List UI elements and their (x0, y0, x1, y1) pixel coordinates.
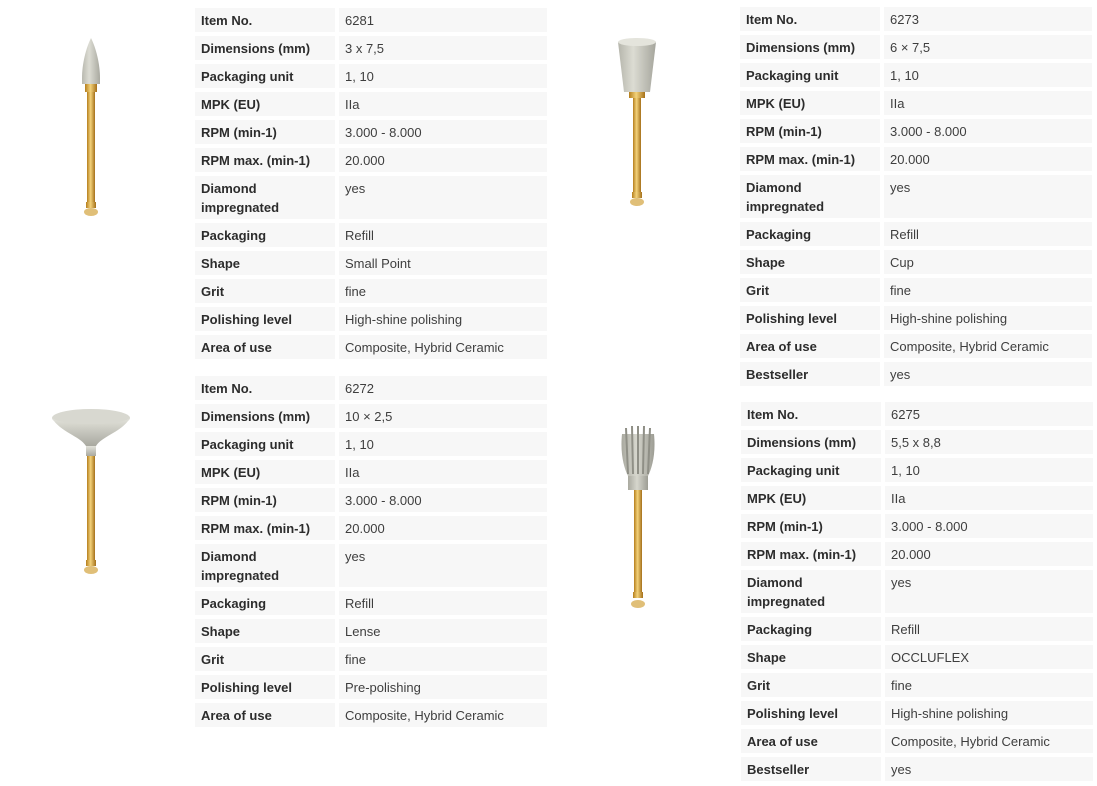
spec-value: IIa (885, 486, 1093, 510)
spec-value: Lense (339, 619, 547, 643)
spec-value: yes (884, 175, 1092, 218)
spec-row-area-of-use (195, 703, 547, 727)
spec-value: Pre-polishing (339, 675, 547, 699)
spec-label: Packaging (740, 222, 884, 246)
spec-value: yes (885, 757, 1093, 781)
spec-value: 3.000 - 8.000 (339, 488, 547, 512)
spec-value: 6273 (884, 7, 1092, 31)
spec-value: 3 x 7,5 (339, 36, 547, 60)
spec-row-polishing-level (195, 307, 547, 331)
spec-row-diamond (741, 570, 1093, 613)
spec-label: Packaging unit (195, 432, 339, 456)
spec-label: Shape (195, 619, 339, 643)
spec-value: Composite, Hybrid Ceramic (885, 729, 1093, 753)
spec-value: 6275 (885, 402, 1093, 426)
spec-row-packaging-unit (741, 458, 1093, 482)
spec-label: RPM (min-1) (741, 514, 885, 538)
spec-row-mpk (195, 92, 547, 116)
spec-label: RPM max. (min-1) (195, 516, 339, 540)
spec-label: RPM max. (min-1) (740, 147, 884, 171)
spec-value: 20.000 (339, 516, 547, 540)
spec-row-area-of-use (741, 729, 1093, 753)
spec-value: High-shine polishing (339, 307, 547, 331)
spec-label: Shape (195, 251, 339, 275)
spec-value: 1, 10 (884, 63, 1092, 87)
spec-label: RPM (min-1) (195, 120, 339, 144)
spec-label: Bestseller (740, 362, 884, 386)
spec-value: Cup (884, 250, 1092, 274)
spec-label: Polishing level (741, 701, 885, 725)
spec-row-dimensions (740, 35, 1092, 59)
spec-value: IIa (884, 91, 1092, 115)
spec-label: Item No. (741, 402, 885, 426)
cup-polisher-icon (614, 36, 660, 214)
spec-row-item-no (741, 402, 1093, 426)
spec-table-6272 (195, 372, 547, 731)
spec-row-shape (740, 250, 1092, 274)
spec-row-rpm (741, 514, 1093, 538)
spec-value: yes (885, 570, 1093, 613)
spec-value: IIa (339, 460, 547, 484)
occluflex-polisher-image (616, 424, 660, 616)
spec-label: Packaging unit (741, 458, 885, 482)
spec-row-dimensions (195, 404, 547, 428)
small-point-polisher-icon (72, 36, 110, 222)
spec-row-item-no (740, 7, 1092, 31)
spec-row-dimensions (741, 430, 1093, 454)
spec-table-6273 (740, 3, 1092, 390)
spec-label: Item No. (740, 7, 884, 31)
spec-row-packaging-unit (195, 64, 547, 88)
spec-value: yes (884, 362, 1092, 386)
spec-row-packaging-unit (740, 63, 1092, 87)
spec-label: Packaging (195, 591, 339, 615)
spec-value: 3.000 - 8.000 (339, 120, 547, 144)
spec-value: 1, 10 (339, 64, 547, 88)
spec-row-shape (195, 251, 547, 275)
spec-row-polishing-level (740, 306, 1092, 330)
spec-row-rpm (195, 488, 547, 512)
spec-row-packaging (741, 617, 1093, 641)
spec-label: RPM (min-1) (195, 488, 339, 512)
spec-value: Small Point (339, 251, 547, 275)
spec-row-grit (740, 278, 1092, 302)
spec-table-6281 (195, 4, 547, 363)
spec-row-diamond (740, 175, 1092, 218)
small-point-polisher-image (72, 36, 110, 222)
spec-label: Grit (195, 279, 339, 303)
spec-value: Refill (339, 223, 547, 247)
spec-value: fine (339, 647, 547, 671)
spec-label: RPM max. (min-1) (195, 148, 339, 172)
spec-label: Area of use (740, 334, 884, 358)
spec-row-diamond (195, 176, 547, 219)
spec-row-item-no (195, 376, 547, 400)
spec-label: Packaging (741, 617, 885, 641)
spec-value: fine (885, 673, 1093, 697)
spec-row-packaging-unit (195, 432, 547, 456)
spec-row-shape (195, 619, 547, 643)
occluflex-polisher-icon (616, 424, 660, 616)
spec-value: yes (339, 544, 547, 587)
spec-label: RPM max. (min-1) (741, 542, 885, 566)
spec-row-rpm (740, 119, 1092, 143)
spec-label: Diamond impregnated (195, 544, 339, 587)
spec-label: Polishing level (740, 306, 884, 330)
spec-row-item-no (195, 8, 547, 32)
spec-value: 10 × 2,5 (339, 404, 547, 428)
spec-label: Diamond impregnated (740, 175, 884, 218)
spec-value: 1, 10 (885, 458, 1093, 482)
spec-label: Dimensions (mm) (740, 35, 884, 59)
spec-row-bestseller (741, 757, 1093, 781)
spec-label: Polishing level (195, 307, 339, 331)
spec-value: Composite, Hybrid Ceramic (884, 334, 1092, 358)
spec-label: Grit (741, 673, 885, 697)
spec-value: 3.000 - 8.000 (885, 514, 1093, 538)
spec-row-rpm-max (195, 148, 547, 172)
spec-table-6275 (741, 398, 1093, 785)
cup-polisher-image (614, 36, 660, 214)
spec-value: OCCLUFLEX (885, 645, 1093, 669)
spec-value: High-shine polishing (885, 701, 1093, 725)
spec-row-rpm-max (741, 542, 1093, 566)
lens-polisher-image (50, 406, 132, 582)
spec-label: Grit (740, 278, 884, 302)
spec-value: Refill (339, 591, 547, 615)
spec-value: High-shine polishing (884, 306, 1092, 330)
spec-row-packaging (740, 222, 1092, 246)
spec-value: 6272 (339, 376, 547, 400)
spec-row-bestseller (740, 362, 1092, 386)
spec-value: 3.000 - 8.000 (884, 119, 1092, 143)
spec-value: 20.000 (884, 147, 1092, 171)
spec-value: 5,5 x 8,8 (885, 430, 1093, 454)
spec-label: MPK (EU) (195, 460, 339, 484)
spec-row-diamond (195, 544, 547, 587)
spec-label: Shape (741, 645, 885, 669)
spec-value: Composite, Hybrid Ceramic (339, 335, 547, 359)
spec-value: Refill (884, 222, 1092, 246)
spec-value: fine (339, 279, 547, 303)
spec-row-mpk (741, 486, 1093, 510)
spec-label: Dimensions (mm) (741, 430, 885, 454)
spec-row-polishing-level (741, 701, 1093, 725)
spec-row-rpm-max (195, 516, 547, 540)
spec-label: Area of use (195, 703, 339, 727)
spec-row-area-of-use (195, 335, 547, 359)
spec-row-dimensions (195, 36, 547, 60)
spec-label: Polishing level (195, 675, 339, 699)
spec-label: Item No. (195, 8, 339, 32)
spec-label: Packaging unit (740, 63, 884, 87)
spec-row-grit (741, 673, 1093, 697)
spec-row-packaging (195, 591, 547, 615)
spec-value: fine (884, 278, 1092, 302)
spec-row-grit (195, 279, 547, 303)
spec-row-rpm-max (740, 147, 1092, 171)
spec-row-mpk (195, 460, 547, 484)
spec-label: Area of use (741, 729, 885, 753)
spec-value: yes (339, 176, 547, 219)
spec-label: Dimensions (mm) (195, 36, 339, 60)
spec-value: 1, 10 (339, 432, 547, 456)
spec-value: Composite, Hybrid Ceramic (339, 703, 547, 727)
spec-row-packaging (195, 223, 547, 247)
spec-label: Grit (195, 647, 339, 671)
spec-value: 6281 (339, 8, 547, 32)
spec-label: Dimensions (mm) (195, 404, 339, 428)
spec-label: Shape (740, 250, 884, 274)
lens-polisher-icon (50, 406, 132, 582)
spec-value: Refill (885, 617, 1093, 641)
spec-label: Item No. (195, 376, 339, 400)
spec-row-mpk (740, 91, 1092, 115)
spec-value: 20.000 (885, 542, 1093, 566)
spec-label: Diamond impregnated (195, 176, 339, 219)
spec-row-shape (741, 645, 1093, 669)
spec-label: MPK (EU) (195, 92, 339, 116)
spec-label: MPK (EU) (740, 91, 884, 115)
spec-value: IIa (339, 92, 547, 116)
spec-label: Packaging unit (195, 64, 339, 88)
spec-label: MPK (EU) (741, 486, 885, 510)
spec-label: Bestseller (741, 757, 885, 781)
spec-label: RPM (min-1) (740, 119, 884, 143)
spec-row-area-of-use (740, 334, 1092, 358)
spec-label: Area of use (195, 335, 339, 359)
spec-value: 6 × 7,5 (884, 35, 1092, 59)
spec-row-grit (195, 647, 547, 671)
spec-label: Packaging (195, 223, 339, 247)
spec-row-rpm (195, 120, 547, 144)
spec-value: 20.000 (339, 148, 547, 172)
spec-row-polishing-level (195, 675, 547, 699)
spec-label: Diamond impregnated (741, 570, 885, 613)
